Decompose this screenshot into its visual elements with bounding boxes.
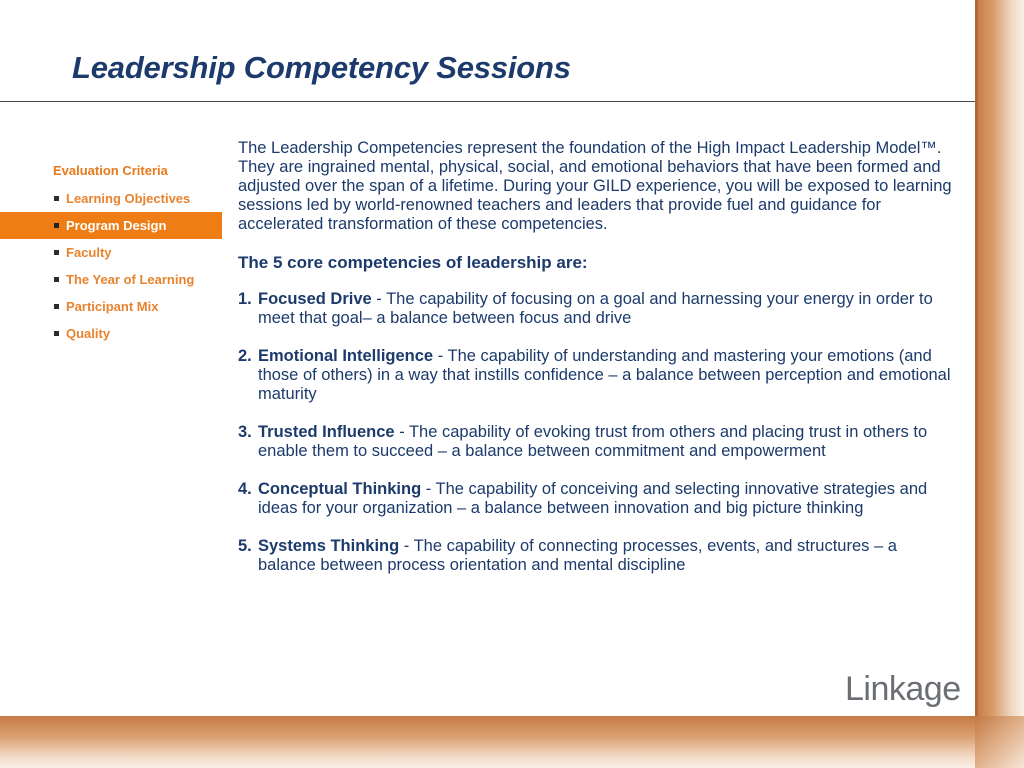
competency-number: 5. bbox=[238, 537, 252, 555]
competency-number: 3. bbox=[238, 423, 252, 441]
bullet-icon bbox=[54, 223, 59, 228]
corner-decoration bbox=[975, 716, 1024, 768]
competency-name: Trusted Influence bbox=[258, 423, 395, 441]
competency-description: - The capability of connecting processes, events, and structures – a balance between process orientation and mental discipline bbox=[258, 537, 897, 574]
bullet-icon bbox=[54, 331, 59, 336]
competency-name: Emotional Intelligence bbox=[258, 347, 434, 365]
competency-description: - The capability of focusing on a goal and harnessing your energy in order to meet that goal– a balance between focus and drive bbox=[258, 290, 933, 327]
main-content bbox=[238, 139, 958, 594]
competency-description: - The capability of evoking trust from others and placing trust in others to enable them to succeed – a balance between commitment and empowerment bbox=[258, 423, 928, 460]
nav-item-faculty[interactable] bbox=[0, 239, 222, 266]
competency-number: 1. bbox=[238, 290, 252, 308]
competency-description: - The capability of conceiving and selecting innovative strategies and ideas for your organization – a balance between innovation and big picture thinking bbox=[258, 480, 928, 517]
bullet-icon bbox=[54, 277, 59, 282]
nav-item-label: Program Design bbox=[66, 218, 167, 233]
nav-item-label: Participant Mix bbox=[66, 299, 159, 314]
right-decorative-band bbox=[975, 0, 1024, 768]
linkage-logo bbox=[845, 670, 961, 709]
competency-name: Focused Drive bbox=[258, 290, 372, 308]
nav-item-learning-objectives[interactable] bbox=[0, 185, 222, 212]
competency-item bbox=[238, 480, 958, 518]
competency-name: Conceptual Thinking bbox=[258, 480, 422, 498]
nav-item-label: The Year of Learning bbox=[66, 272, 195, 287]
competency-number: 2. bbox=[238, 347, 252, 365]
competency-item bbox=[238, 347, 958, 404]
bullet-icon bbox=[54, 304, 59, 309]
competency-item bbox=[238, 423, 958, 461]
competency-number: 4. bbox=[238, 480, 252, 498]
logo-text: Linkage bbox=[845, 670, 961, 708]
nav-item-participant-mix[interactable] bbox=[0, 293, 222, 320]
bottom-decorative-band bbox=[0, 716, 1024, 768]
competency-item bbox=[238, 537, 958, 575]
nav-item-program-design[interactable] bbox=[0, 212, 222, 239]
competency-item bbox=[238, 290, 958, 328]
bullet-icon bbox=[54, 196, 59, 201]
nav-item-label: Faculty bbox=[66, 245, 112, 260]
title-divider bbox=[0, 101, 975, 102]
nav-item-year-of-learning[interactable] bbox=[0, 266, 222, 293]
bullet-icon bbox=[54, 250, 59, 255]
nav-header-evaluation-criteria[interactable]: Evaluation Criteria bbox=[53, 163, 168, 178]
nav-item-label: Quality bbox=[66, 326, 111, 341]
intro-paragraph: The Leadership Competencies represent the foundation of the High Impact Leadership Model™. They are ingrained mental, physical, social, and emotional behaviors that have been formed and adjusted over the span of a lifetime. During your GILD experience, you will be exposed to learning sessions led by world-renowned teachers and leaders that provide fuel and guidance for accelerated transformation of these competencies. bbox=[238, 139, 952, 233]
core-competencies-heading: The 5 core competencies of leadership are: bbox=[238, 253, 588, 272]
competency-description: - The capability of understanding and mastering your emotions (and those of others) in a way that instills confidence – a balance between perception and emotional maturity bbox=[258, 347, 951, 403]
nav-item-label: Learning Objectives bbox=[66, 191, 191, 206]
slide-title: Leadership Competency Sessions bbox=[72, 50, 571, 85]
nav-item-quality[interactable] bbox=[0, 320, 222, 347]
competency-name: Systems Thinking bbox=[258, 537, 400, 555]
